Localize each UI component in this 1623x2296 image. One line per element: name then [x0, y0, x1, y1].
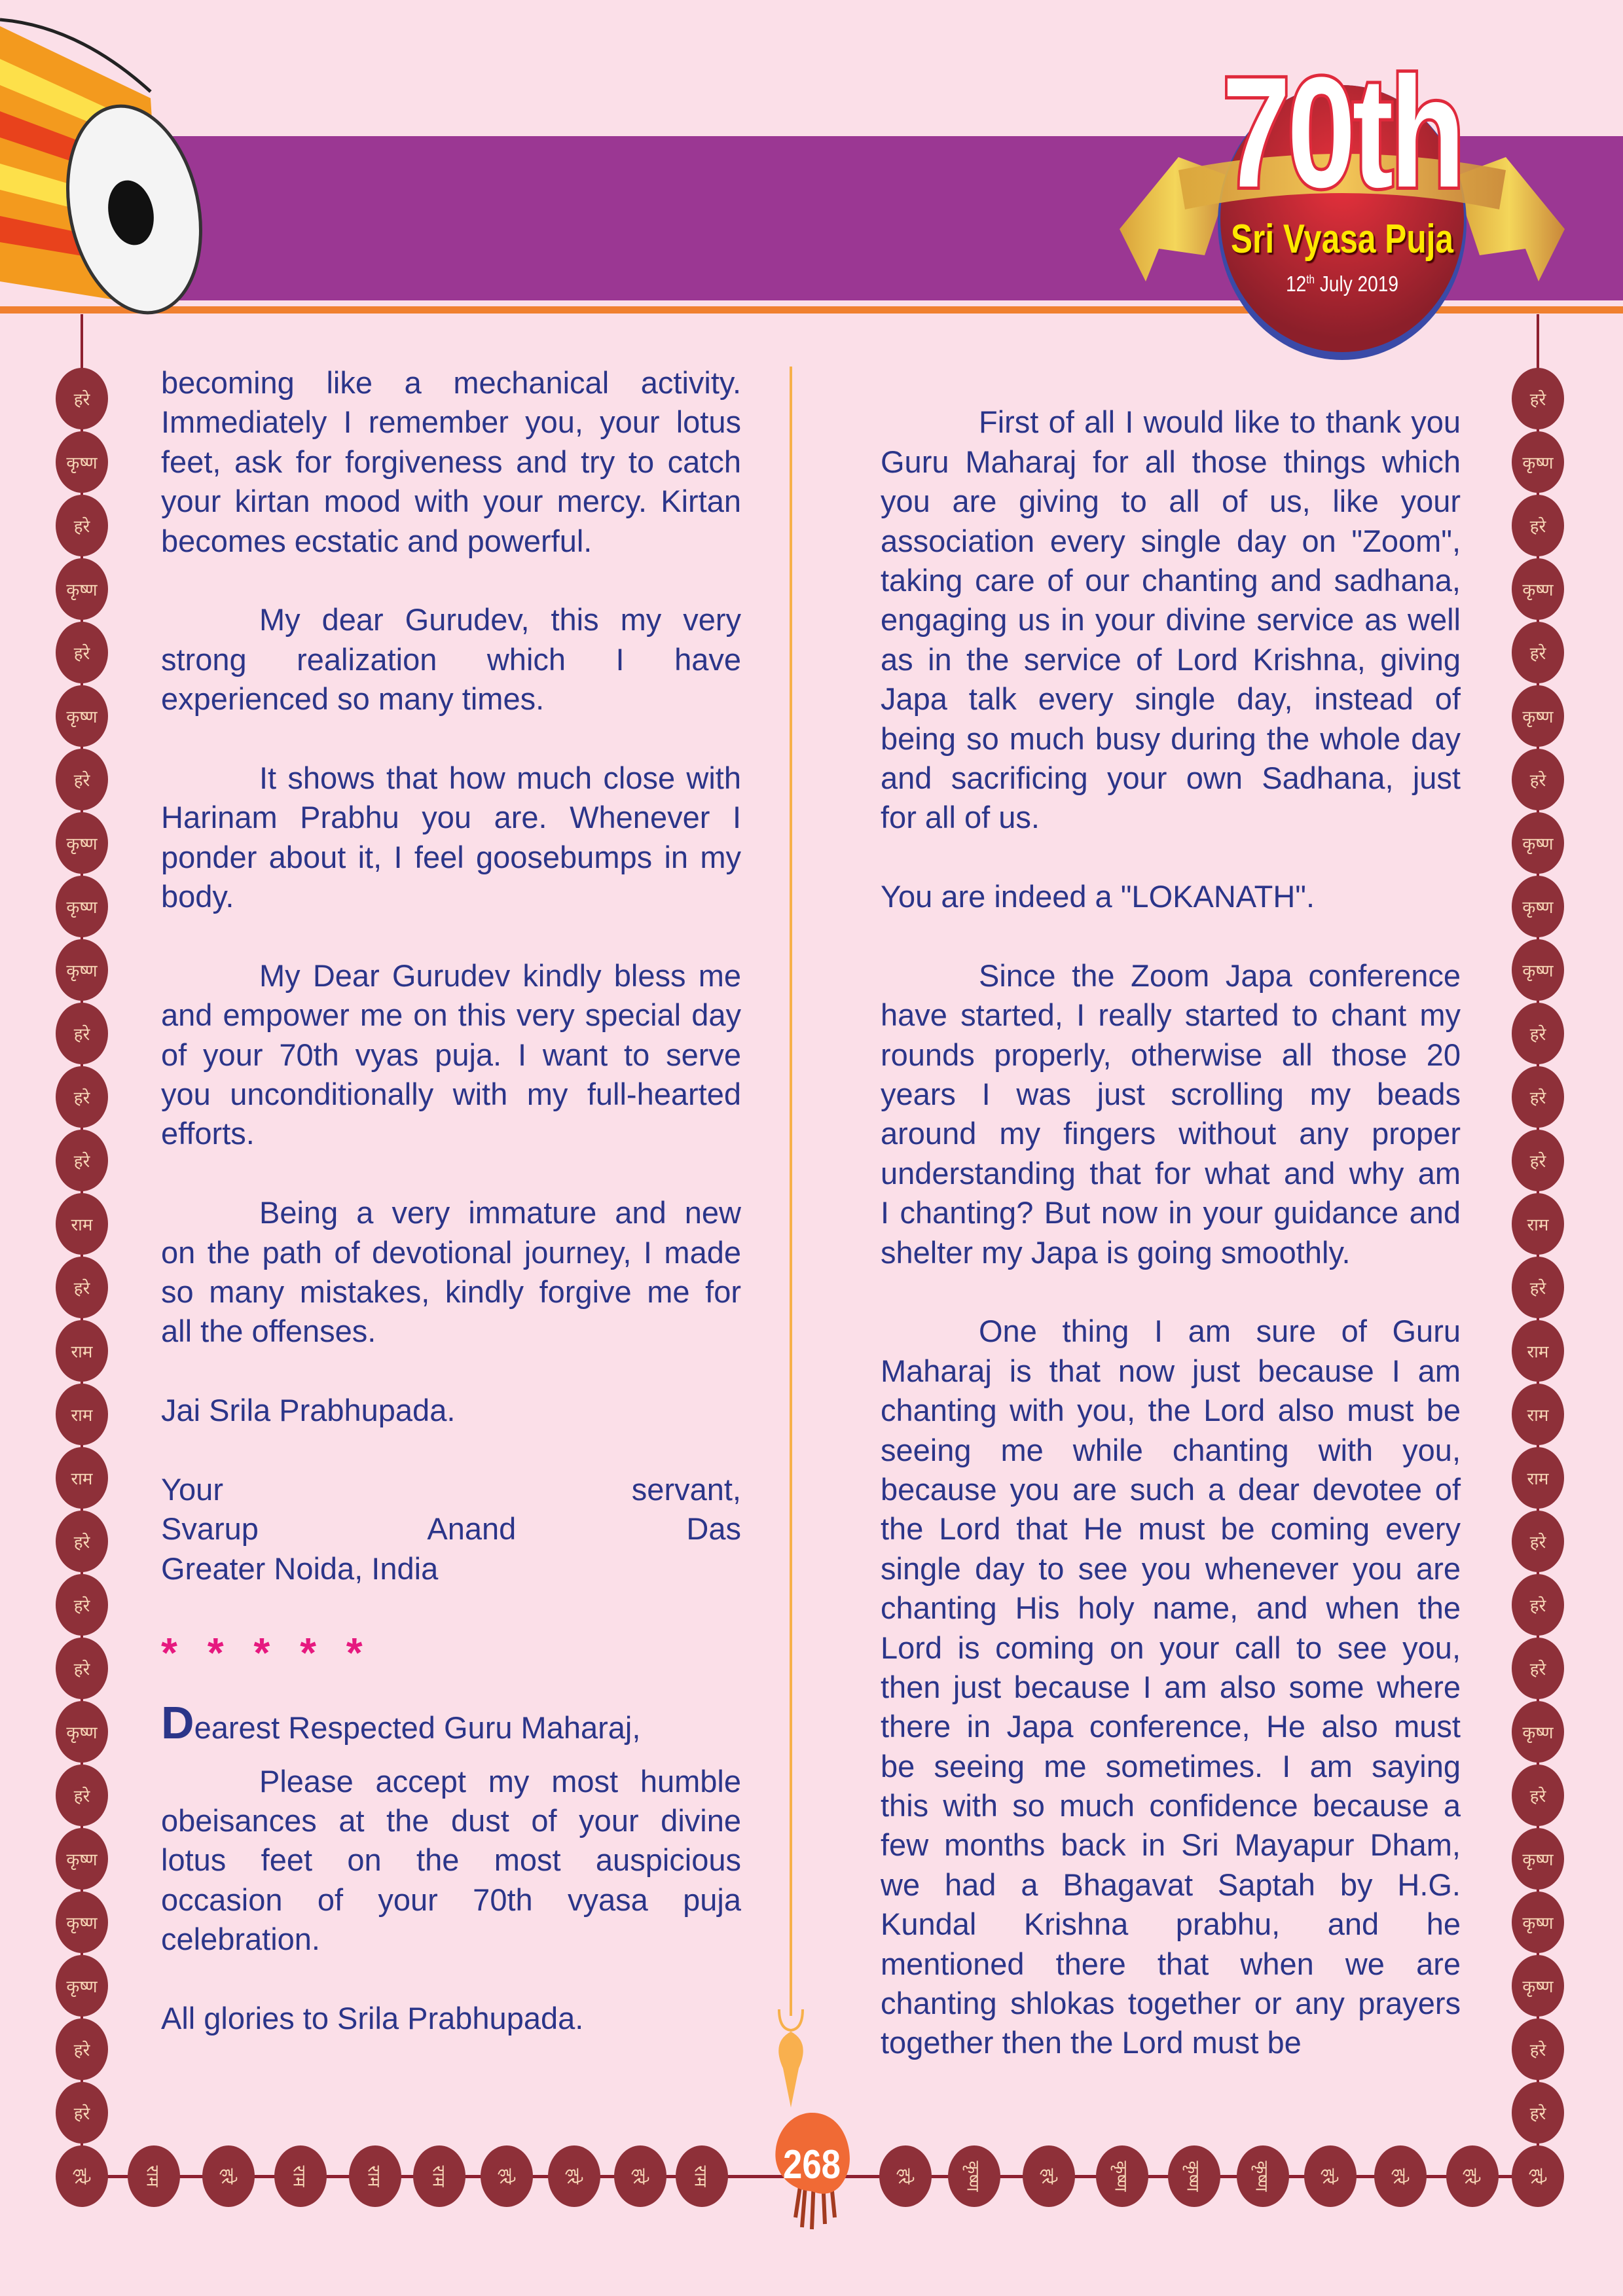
bead-label: राम [691, 2165, 711, 2187]
right-text-column [881, 363, 1461, 2063]
bead-label: हरे [73, 1278, 90, 1298]
mantra-bead [1512, 1765, 1564, 1826]
date-rest: July 2019 [1315, 272, 1398, 296]
text-line: Your servant, [161, 1471, 741, 1507]
text-line: Kundal Krishna prabhu, and he [881, 1907, 1461, 1942]
bead-label: हरे [1529, 1659, 1546, 1679]
text-line: First of all I would like to thank you [979, 404, 1461, 440]
text-line: seeing me while chanting with you, [881, 1432, 1461, 1467]
blank-line [881, 363, 1461, 403]
bead-label: राम [1527, 1405, 1549, 1425]
mantra-bead [1512, 495, 1564, 556]
bead-label: कृष्ण [66, 834, 98, 853]
mantra-bead [56, 1638, 108, 1699]
text-line: Being a very immature and new [259, 1195, 741, 1230]
text-line: then just because I am also some where [881, 1669, 1461, 1704]
mantra-bead [1512, 2145, 1564, 2207]
text-line: Svarup Anand Das [161, 1511, 741, 1547]
mantra-bead [1512, 368, 1564, 429]
text-line: as in the service of Lord Krishna, giving [881, 641, 1461, 677]
mantra-bead [1512, 685, 1564, 747]
text-line: mentioned there that when we are [881, 1946, 1461, 1981]
page-number: 268 [783, 2142, 841, 2187]
bead-label: कृष्ण [1522, 1850, 1554, 1869]
mantra-bead [56, 685, 108, 747]
bead-label: कृष्ण [1252, 2161, 1272, 2192]
text-line: association every single day on "Zoom", [881, 523, 1461, 558]
bead-label: कृष्ण [66, 1850, 98, 1869]
mantra-bead [1512, 1828, 1564, 1890]
bead-label: हरे [73, 2104, 90, 2123]
text-line: Maharaj is that now just because I am [881, 1353, 1461, 1388]
mantra-bead [1512, 1320, 1564, 1382]
text-line: Harinam Prabhu you are. Whenever I [161, 800, 741, 835]
bead-label: हरे [1527, 2168, 1548, 2185]
mantra-bead [56, 2018, 108, 2080]
mantra-bead [1512, 2018, 1564, 2080]
text-line: all the offenses. [161, 1314, 376, 1349]
text-line: feet, ask for forgiveness and try to catch [161, 444, 741, 479]
bead-label: हरे [73, 2040, 90, 2060]
mantra-bead [1512, 1701, 1564, 1763]
mantra-bead [1512, 1066, 1564, 1128]
text-line: you are giving to all of us, like your [881, 484, 1461, 519]
bead-label: हरे [1529, 1088, 1546, 1107]
mantra-bead [1512, 1638, 1564, 1699]
mantra-bead [614, 2145, 666, 2207]
mantra-bead [1512, 939, 1564, 1001]
bead-label: कृष्ण [66, 580, 98, 600]
blank-line [161, 1588, 741, 1628]
text-line: chanting shlokas together or any prayers [881, 1986, 1461, 2021]
bead-label: कृष्ण [1522, 453, 1554, 473]
bead-label: कृष्ण [66, 1913, 98, 1933]
mantra-bead [56, 749, 108, 810]
divider-drop-icon [770, 2009, 812, 2108]
bead-label: हरे [73, 1088, 90, 1107]
text-line: My dear Gurudev, this my very [259, 602, 741, 637]
text-line: rounds properly, otherwise all those 20 [881, 1037, 1461, 1072]
text-line: chanting His holy name, and when the [881, 1590, 1461, 1626]
mantra-bead [274, 2145, 327, 2207]
blank-line [161, 1959, 741, 1998]
bead-label: हरे [1529, 2104, 1546, 2123]
bead-label: कृष्ण [66, 707, 98, 726]
mantra-bead [548, 2145, 600, 2207]
bead-label: राम [1527, 1215, 1549, 1234]
column-divider [790, 367, 792, 2016]
bead-label: हरे [564, 2168, 584, 2185]
text-line: celebration. [161, 1922, 320, 1957]
text-line: together then the Lord must be [881, 2025, 1302, 2060]
bead-label: हरे [1529, 1532, 1546, 1552]
mantra-bead [413, 2145, 465, 2207]
blank-line [881, 838, 1461, 877]
mantra-bead [1512, 558, 1564, 620]
mantra-bead [56, 495, 108, 556]
mantra-bead [1168, 2145, 1220, 2207]
bead-label: कृष्ण [1522, 897, 1554, 917]
mantra-bead [1512, 1130, 1564, 1191]
text-line: the Lord that He must be coming every [881, 1511, 1461, 1547]
bead-label: कृष्ण [1111, 2161, 1131, 2192]
blank-line [881, 916, 1461, 956]
mantra-bead [56, 939, 108, 1001]
blank-line [161, 719, 741, 759]
mantra-bead [202, 2145, 255, 2207]
bead-label: हरे [1529, 1024, 1546, 1044]
text-line: understanding that for what and why am [881, 1155, 1461, 1191]
bead-label: हरे [1529, 1596, 1546, 1615]
mantra-bead [1512, 1892, 1564, 1953]
mantra-bead [56, 558, 108, 620]
bead-label: राम [289, 2165, 310, 2187]
bead-label: राम [71, 1342, 93, 1361]
bead-label: हरे [1529, 516, 1546, 536]
text-line: so many mistakes, kindly forgive me for [161, 1274, 741, 1309]
section-separator: * * * * * [161, 1628, 372, 1676]
mantra-bead [56, 2082, 108, 2144]
text-line: efforts. [161, 1116, 255, 1151]
mantra-bead [1512, 1511, 1564, 1572]
bead-label: कृष्ण [1522, 580, 1554, 600]
mantra-bead [56, 1892, 108, 1953]
bead-label: हरे [1390, 2168, 1410, 2185]
mantra-bead [56, 1066, 108, 1128]
text-line: being so much busy during the whole day [881, 721, 1461, 756]
date-day: 12 [1286, 272, 1307, 296]
mantra-bead [56, 2145, 108, 2207]
bead-label: हरे [1529, 389, 1546, 409]
text-line: Japa talk every single day, instead of [881, 681, 1461, 717]
text-line: Please accept my most humble [259, 1763, 741, 1799]
letter-salutation [161, 1696, 741, 1749]
text-line: body. [161, 879, 234, 914]
anniversary-badge [1106, 45, 1578, 360]
bead-label: हरे [218, 2168, 238, 2185]
text-line: engaging us in your divine service as well [881, 602, 1461, 637]
bead-label: कृष्ण [963, 2161, 983, 2192]
bead-label: हरे [1461, 2168, 1482, 2185]
text-line: because you are such a dear devotee of [881, 1471, 1461, 1507]
mantra-bead [349, 2145, 401, 2207]
bead-label: कृष्ण [1522, 834, 1554, 853]
mantra-bead [481, 2145, 533, 2207]
mantra-bead [56, 812, 108, 874]
text-line: becomes ecstatic and powerful. [161, 523, 593, 558]
bead-label: राम [429, 2165, 449, 2187]
mantra-bead [1512, 1193, 1564, 1255]
mantra-bead [1512, 749, 1564, 810]
text-line: on the path of devotional journey, I made [161, 1234, 741, 1270]
left-text-column [161, 363, 741, 2038]
mantra-bead [56, 1447, 108, 1509]
text-line: Lord is coming on your call to see you, [881, 1630, 1461, 1665]
date-suffix: th [1306, 273, 1315, 286]
mantra-bead [56, 1765, 108, 1826]
bead-label: हरे [73, 516, 90, 536]
bead-label: हरे [73, 1659, 90, 1679]
mantra-bead [56, 1701, 108, 1763]
mantra-bead [1512, 431, 1564, 493]
mantra-bead [879, 2145, 932, 2207]
text-line: Immediately I remember you, your lotus [161, 404, 741, 440]
text-line: shelter my Japa is going smoothly. [881, 1234, 1351, 1270]
text-line: and empower me on this very special day [161, 997, 741, 1033]
letter-body-3 [881, 403, 1461, 2062]
mantra-bead [56, 1955, 108, 2017]
text-line: ponder about it, I feel goosebumps in my [161, 839, 741, 874]
text-line: chanting with you, the Lord also must be [881, 1393, 1461, 1428]
bead-label: राम [71, 1405, 93, 1425]
bead-label: हरे [71, 2168, 92, 2185]
mantra-bead [1512, 1447, 1564, 1509]
text-line: there in Japa conference, He also must [881, 1709, 1461, 1744]
mantra-bead [1374, 2145, 1427, 2207]
text-line: and sacrificing your own Sadhana, just [881, 760, 1461, 795]
blank-line [161, 916, 741, 956]
bead-label: हरे [1529, 2040, 1546, 2060]
bead-label: हरे [894, 2168, 915, 2185]
salutation-text: earest Respected Guru Maharaj, [194, 1710, 641, 1745]
bead-label: हरे [73, 643, 90, 663]
mantra-bead [1512, 1257, 1564, 1318]
badge-date [1142, 270, 1542, 298]
mantra-bead [56, 368, 108, 429]
mantra-bead [56, 1320, 108, 1382]
badge-number: 70th [1222, 45, 1463, 220]
text-line: your kirtan mood with your mercy. Kirtan [161, 484, 741, 519]
bead-label: राम [1527, 1342, 1549, 1361]
mantra-bead [56, 431, 108, 493]
bead-label: हरे [1529, 1278, 1546, 1298]
mantra-bead [56, 876, 108, 937]
bead-label: कृष्ण [1522, 707, 1554, 726]
bead-label: हरे [73, 1786, 90, 1806]
bead-label: कृष्ण [1183, 2161, 1203, 2192]
mantra-bead [56, 1574, 108, 1636]
bead-label: हरे [73, 1024, 90, 1044]
text-line: few months back in Sri Mayapur Dham, [881, 1827, 1461, 1863]
bead-label: कृष्ण [66, 897, 98, 917]
blank-line [161, 1352, 741, 1391]
bead-label: कृष्ण [66, 1723, 98, 1742]
mantra-bead [56, 1003, 108, 1064]
mantra-bead [1512, 812, 1564, 874]
letter-body-1 [161, 363, 741, 1588]
bead-label: हरे [496, 2168, 517, 2185]
mantra-bead [1512, 1384, 1564, 1445]
mantra-bead [1512, 1003, 1564, 1064]
mantra-bead [1304, 2145, 1357, 2207]
text-line: You are indeed a "LOKANATH". [881, 879, 1315, 914]
bead-label: हरे [1038, 2168, 1059, 2185]
bead-label: हरे [1529, 643, 1546, 663]
mantra-bead [1446, 2145, 1499, 2207]
mantra-bead [1512, 1955, 1564, 2017]
text-line: be seeing me sometimes. I am saying [881, 1748, 1461, 1784]
drop-cap: D [161, 1696, 194, 1748]
text-line: One thing I am sure of Guru [979, 1314, 1461, 1349]
bead-label: कृष्ण [1522, 961, 1554, 980]
blank-line [161, 561, 741, 600]
mantra-bead [1512, 876, 1564, 937]
text-line: occasion of your 70th vyasa puja [161, 1882, 741, 1917]
mantra-bead [676, 2145, 728, 2207]
text-line: My Dear Gurudev kindly bless me [259, 958, 741, 993]
mantra-bead [948, 2145, 1000, 2207]
text-line: strong realization which I have [161, 641, 741, 677]
bead-label: हरे [629, 2168, 649, 2185]
bead-label: हरे [73, 389, 90, 409]
text-line: single day to see you whenever you are [881, 1551, 1461, 1586]
letter-body-2 [161, 1762, 741, 2039]
mantra-bead [1512, 2082, 1564, 2144]
text-line: of your 70th vyas puja. I want to serve [161, 1037, 741, 1072]
bead-label: राम [71, 1469, 93, 1488]
mantra-bead [128, 2145, 180, 2207]
bead-label: कृष्ण [1522, 1977, 1554, 1996]
text-line: years I was just scrolling my beads [881, 1077, 1461, 1112]
mantra-bead [1512, 1574, 1564, 1636]
mantra-bead [1096, 2145, 1148, 2207]
text-line: It shows that how much close with [259, 760, 741, 795]
mantra-bead [56, 1384, 108, 1445]
mantra-bead [56, 622, 108, 683]
mantra-bead [56, 1828, 108, 1890]
bead-label: कृष्ण [66, 453, 98, 473]
mantra-bead [56, 1257, 108, 1318]
bead-label: राम [143, 2165, 163, 2187]
blank-line [161, 1431, 741, 1470]
bead-label: कृष्ण [1522, 1723, 1554, 1742]
text-line: have started, I really started to chant my [881, 997, 1461, 1033]
blank-line [161, 1154, 741, 1193]
bead-label: कृष्ण [1522, 1913, 1554, 1933]
text-line: this with so much confidence because a [881, 1788, 1461, 1823]
bead-label: हरे [1529, 1786, 1546, 1806]
bead-label: हरे [73, 1532, 90, 1552]
text-line: taking care of our chanting and sadhana, [881, 562, 1461, 598]
bead-label: हरे [1529, 770, 1546, 790]
text-line: obeisances at the dust of your divine [161, 1803, 741, 1838]
bead-label: हरे [1319, 2168, 1340, 2185]
mantra-bead [56, 1193, 108, 1255]
text-line: we had a Bhagavat Saptah by H.G. [881, 1867, 1461, 1902]
text-line: around my fingers without any proper [881, 1116, 1461, 1151]
text-line: becoming like a mechanical activity. [161, 365, 741, 400]
text-line: I chanting? But now in your guidance and [881, 1195, 1461, 1230]
badge-title: Sri Vyasa Puja [1230, 217, 1454, 262]
text-line: experienced so many times. [161, 681, 545, 717]
bead-label: हरे [1529, 1151, 1546, 1171]
mantra-bead [1512, 622, 1564, 683]
text-line: Guru Maharaj for all those things which [881, 444, 1461, 479]
text-line: Jai Srila Prabhupada. [161, 1393, 456, 1428]
text-line: Since the Zoom Japa conference [979, 958, 1461, 993]
bead-label: हरे [73, 1596, 90, 1615]
bead-label: राम [1527, 1469, 1549, 1488]
text-line: you unconditionally with my full-hearted [161, 1077, 741, 1112]
bead-label: राम [71, 1215, 93, 1234]
blank-line [881, 1272, 1461, 1312]
bead-label: हरे [73, 1151, 90, 1171]
text-line: All glories to Srila Prabhupada. [161, 2000, 584, 2036]
bead-label: हरे [73, 770, 90, 790]
bead-label: राम [364, 2165, 384, 2187]
text-line: Greater Noida, India [161, 1551, 439, 1586]
mantra-bead [56, 1511, 108, 1572]
bead-label: कृष्ण [66, 1977, 98, 1996]
mantra-bead [56, 1130, 108, 1191]
mantra-bead [1023, 2145, 1075, 2207]
text-line: lotus feet on the most auspicious [161, 1842, 741, 1878]
mantra-bead [1237, 2145, 1289, 2207]
bead-label: कृष्ण [66, 961, 98, 980]
text-line: for all of us. [881, 800, 1040, 835]
mridanga-drum-icon [0, 0, 216, 321]
